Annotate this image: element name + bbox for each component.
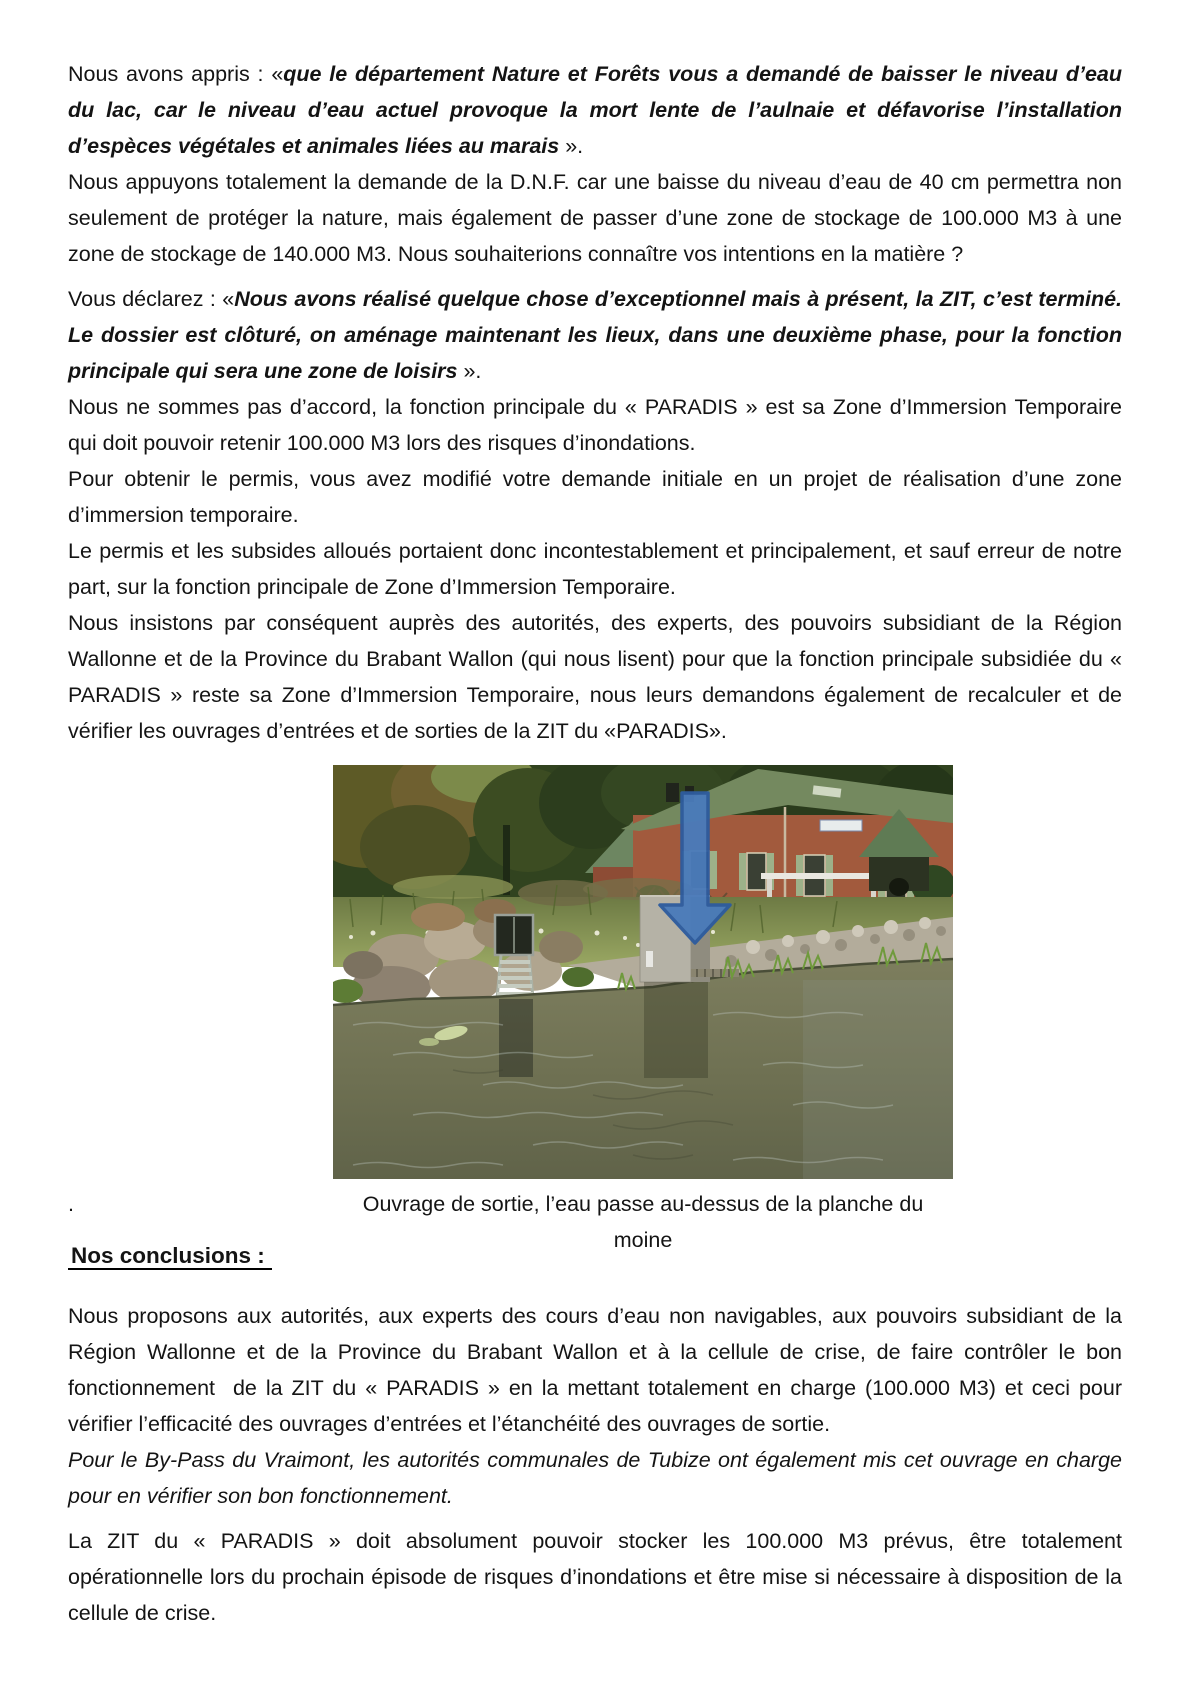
text-run: La ZIT du « PARADIS » doit absolument pouvoir stocker les 100.000 M3 prévus, être totalement opérationnelle lors du prochain épisode de risques d’inondations et être mise si nécessaire à disposition de la cellule de crise. xyxy=(68,1529,1128,1625)
paragraph xyxy=(68,1442,1128,1514)
figure xyxy=(333,765,953,1179)
text-run: Vous déclarez : « xyxy=(68,287,235,311)
figure-caption: Ouvrage de sortie, l’eau passe au-dessus de la planche du moine xyxy=(362,1192,924,1252)
text-run: Nous ne sommes pas d’accord, la fonction principale du « PARADIS » est sa Zone d’Immersion Temporaire qui doit pouvoir retenir 100.000 M3 lors des risques d’inondations. xyxy=(68,395,1128,455)
conclusions-heading: Nos conclusions : xyxy=(68,1243,272,1270)
text-run: ». xyxy=(559,134,584,158)
text-run: Nous proposons aux autorités, aux experts des cours d’eau non navigables, aux pouvoirs subsidiant de la Région Wallonne et de la Province du Brabant Wallon et à la cellule de crise, de faire contrôler le bon fonctionnement de la ZIT du « PARADIS » en la mettant totalement en charge (100.000 M3) et ceci pour vérifier l’efficacité des ouvrages d’entrées et l’étanchéité des ouvrages de sortie. xyxy=(68,1304,1128,1436)
paragraph xyxy=(68,533,1128,605)
paragraph xyxy=(68,605,1128,749)
wall-sign xyxy=(820,820,862,831)
text-run: Nous avons appris : « xyxy=(68,62,284,86)
text-run: Pour obtenir le permis, vous avez modifié votre demande initiale en un projet de réalisation d’une zone d’immersion temporaire. xyxy=(68,467,1128,527)
paragraph xyxy=(68,389,1128,461)
text-run: Le permis et les subsides alloués portaient donc incontestablement et principalement, et sauf erreur de notre part, sur la fonction principale de Zone d’Immersion Temporaire. xyxy=(68,539,1128,599)
text-run: ». xyxy=(457,359,482,383)
paragraph xyxy=(68,461,1128,533)
text-section-bottom xyxy=(68,1298,1128,1631)
text-run: Pour le By-Pass du Vraimont, les autorités communales de Tubize ont également mis cet ouvrage en charge pour en vérifier son bon fonctionnement. xyxy=(68,1448,1128,1508)
figure-caption-row xyxy=(68,1186,1122,1252)
text-run: Nous avons réalisé quelque chose d’exceptionnel mais à présent, la ZIT, c’est terminé. Le dossier est clôturé, on aménage maintenant les lieux, dans une deuxième phase, pour la fonction principale qui sera une zone de loisirs xyxy=(68,287,1128,383)
outlet-photo xyxy=(333,765,953,1179)
paragraph xyxy=(68,56,1128,164)
text-run: Nous appuyons totalement la demande de la D.N.F. car une baisse du niveau d’eau de 40 cm permettra non seulement de protéger la nature, mais également de passer d’une zone de stockage de 100.000 M3 à une zone de stockage de 140.000 M3. Nous souhaiterions connaître vos intentions en la matière ? xyxy=(68,170,1128,266)
paragraph xyxy=(68,281,1128,389)
text-section-top xyxy=(68,56,1128,749)
caption-left-dot: . xyxy=(68,1192,74,1216)
text-run: que le département Nature et Forêts vous a demandé de baisser le niveau d’eau du lac, car le niveau d’eau actuel provoque la mort lente de l’aulnaie et défavorise l’installation d’espèces végétales et animales liées au marais xyxy=(68,62,1128,158)
paragraph xyxy=(68,1523,1128,1631)
paragraph xyxy=(68,164,1128,272)
text-run: Nous insistons par conséquent auprès des autorités, des experts, des pouvoirs subsidiant de la Région Wallonne et de la Province du Brabant Wallon (qui nous lisent) pour que la fonction principale subsidiée du « PARADIS » reste sa Zone d’Immersion Temporaire, nous leurs demandons également de recalculer et de vérifier les ouvrages d’entrées et de sorties de la ZIT du «PARADIS». xyxy=(68,611,1128,743)
paragraph xyxy=(68,1298,1128,1442)
